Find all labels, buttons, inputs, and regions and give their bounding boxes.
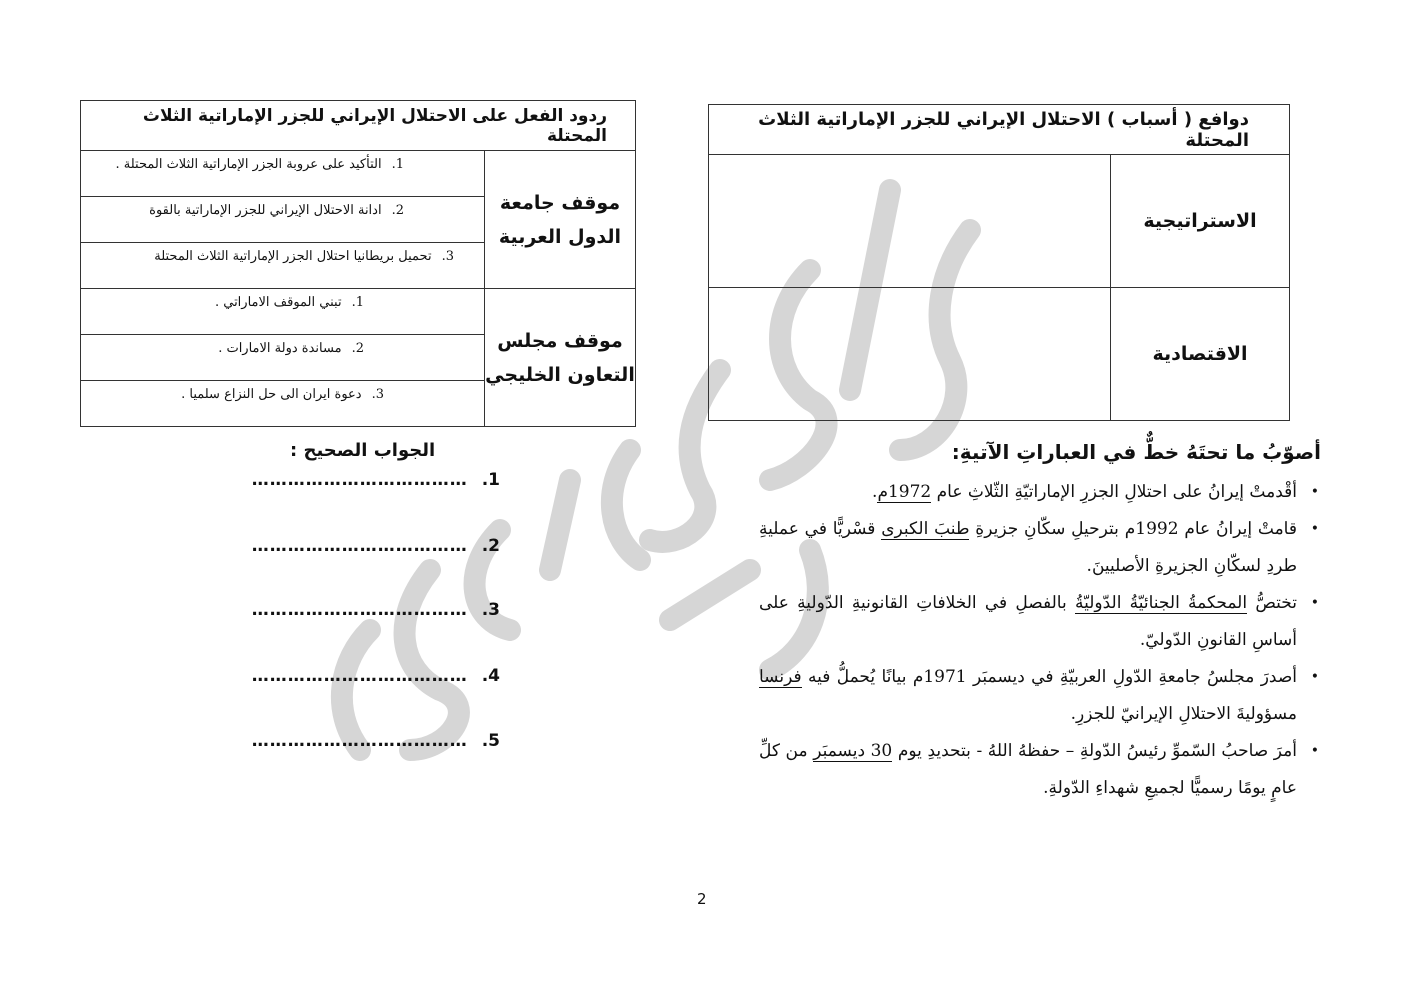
answer-line-5[interactable]: 5.……………………………… (251, 731, 500, 751)
statements-list (759, 474, 1319, 807)
answers-title: الجواب الصحيح : (290, 440, 436, 461)
underlined-term-3: المحكمةُ الجنائيّةُ الدّوليّةُ (1074, 593, 1248, 613)
page-number: 2 (697, 890, 707, 908)
answer-line-2[interactable]: 2.……………………………… (251, 536, 500, 556)
reactions-table-title: ردود الفعل على الاحتلال الإيراني للجزر الإماراتية الثلاث المحتلة (81, 101, 636, 151)
answer-line-4[interactable]: 4.……………………………… (251, 666, 500, 686)
answer-line-3[interactable]: 3.……………………………… (251, 600, 500, 620)
arab-league-item-2: 2.ادانة الاحتلال الإيراني للجزر الإماراتية بالقوة (81, 197, 485, 243)
statement-3: • تختصُّ المحكمةُ الجنائيّةُ الدّوليّةُ بالفصلِ في الخلافاتِ القانونيةِ الدّوليةِ على أساسِ القانونِ الدّوليّ. (759, 585, 1319, 659)
statement-5: • أمرَ صاحبُ السّموِّ رئيسُ الدّولةِ – حفظهُ اللهُ - بتحديدِ يوم 30 ديسمبَر من كلِّ عامٍ يومًا رسميًّا لجميعِ شهداءِ الدّولةِ. (759, 733, 1319, 807)
strategic-answer-cell[interactable] (709, 155, 1111, 288)
arab-league-item-1: 1.التأكيد على عروبة الجزر الإماراتية الثلاث المحتلة . (81, 151, 485, 197)
gcc-item-2: 2.مساندة دولة الامارات . (81, 335, 485, 381)
statement-2: • قامتْ إيرانُ عام 1992م بترحيلِ سكّانِ جزيرةِ طنبَ الكبرى قسْريًّا في عمليةِ طردِ لسكّانِ الجزيرةِ الأصليينَ. (759, 511, 1319, 585)
underlined-term-5: 30 ديسمبَر (813, 741, 893, 761)
gcc-item-1: 1.تبني الموقف الاماراتي . (81, 289, 485, 335)
economic-answer-cell[interactable] (709, 288, 1111, 421)
motives-table (708, 104, 1290, 421)
underlined-term-2: طنبَ الكبرى (881, 519, 970, 539)
correction-heading: أصوّبُ ما تحتَهُ خطٌّ في العباراتِ الآتيةِ: (951, 440, 1321, 464)
answer-line-1[interactable]: 1.……………………………… (251, 470, 500, 490)
underlined-term-4: فرنسا (759, 667, 802, 687)
statement-4: • أصدرَ مجلسُ جامعةِ الدّولِ العربيّةِ في ديسمبَر 1971م بيانًا يُحملُّ فيه فرنسا مسؤوليةَ الاحتلالِ الإيرانيّ للجزرِ. (759, 659, 1319, 733)
underlined-term-1: 1972م (877, 482, 932, 502)
reactions-table (80, 100, 636, 427)
gcc-item-3: 3.دعوة ايران الى حل النزاع سلميا . (81, 381, 485, 427)
economic-label: الاقتصادية (1111, 288, 1290, 421)
motives-table-title: دوافع ( أسباب ) الاحتلال الإيراني للجزر الإماراتية الثلاث المحتلة (709, 105, 1290, 155)
statement-1: • أقْدمتْ إيرانُ على احتلالِ الجزرِ الإماراتيّةِ الثّلاثِ عام 1972م. (759, 474, 1319, 511)
arab-league-label: موقف جامعة الدول العربية (485, 151, 636, 289)
gcc-label: موقف مجلس التعاون الخليجي (485, 289, 636, 427)
strategic-label: الاستراتيجية (1111, 155, 1290, 288)
arab-league-item-3: 3.تحميل بريطانيا احتلال الجزر الإماراتية الثلاث المحتلة (81, 243, 485, 289)
